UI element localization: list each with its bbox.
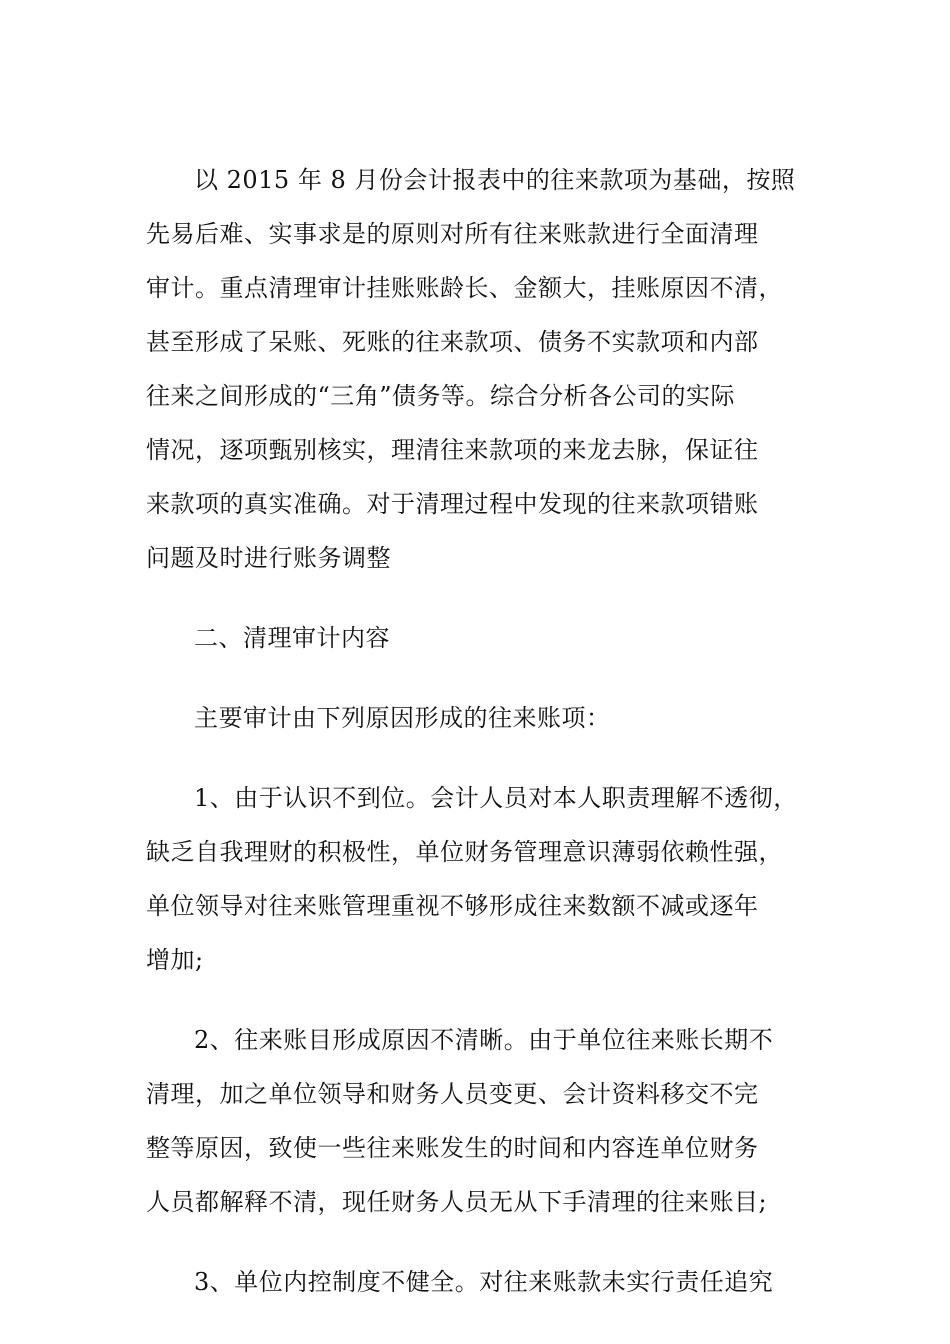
text-line: 情况，逐项甄别核实，理清往来款项的来龙去脉，保证往 — [146, 436, 759, 464]
text-line: 主要审计由下列原因形成的往来账项： — [194, 704, 611, 732]
section-heading-text: 二、清理审计内容 — [194, 624, 390, 652]
text-line: 1、由于认识不到位。会计人员对本人职责理解不透彻， — [194, 784, 798, 812]
text-line: 增加; — [146, 946, 204, 974]
text-line: 审计。重点清理审计挂账账龄长、金额大，挂账原因不清， — [146, 274, 783, 302]
list-item-2 — [146, 1013, 806, 1229]
paragraph-spacer — [146, 745, 806, 771]
text-line: 清理，加之单位领导和财务人员变更、会计资料移交不完 — [146, 1080, 759, 1108]
paragraph-spacer — [146, 585, 806, 611]
text-line: 缺乏自我理财的积极性，单位财务管理意识薄弱依赖性强， — [146, 838, 783, 866]
text-line: 问题及时进行账务调整 — [146, 544, 391, 572]
text-line: 以 2015 年 8 月份会计报表中的往来款项为基础，按照 — [194, 166, 796, 194]
text-line: 来款项的真实准确。对于清理过程中发现的往来款项错账 — [146, 490, 759, 518]
paragraph-spacer — [146, 665, 806, 691]
text-line: 整等原因，致使一些往来账发生的时间和内容连单位财务 — [146, 1134, 759, 1162]
text-line: 3、单位内控制度不健全。对往来账款未实行责任追究 — [194, 1268, 774, 1296]
paragraph-intro — [146, 153, 806, 585]
text-line: 先易后难、实事求是的原则对所有往来账款进行全面清理 — [146, 220, 759, 248]
paragraph-spacer — [146, 987, 806, 1013]
text-line: 2、往来账目形成原因不清晰。由于单位往来账长期不 — [194, 1026, 774, 1054]
paragraph-spacer — [146, 1229, 806, 1255]
text-line: 往来之间形成的“三角”债务等。综合分析各公司的实际 — [146, 382, 736, 410]
list-item-3 — [146, 1255, 806, 1309]
text-line: 人员都解释不清，现任财务人员无从下手清理的往来账目; — [146, 1188, 768, 1216]
document-body — [146, 153, 806, 1309]
section-heading — [146, 611, 806, 665]
paragraph-main-audit — [146, 691, 806, 745]
text-line: 单位领导对往来账管理重视不够形成往来数额不减或逐年 — [146, 892, 759, 920]
text-line: 甚至形成了呆账、死账的往来款项、债务不实款项和内部 — [146, 328, 759, 356]
list-item-1 — [146, 771, 806, 987]
